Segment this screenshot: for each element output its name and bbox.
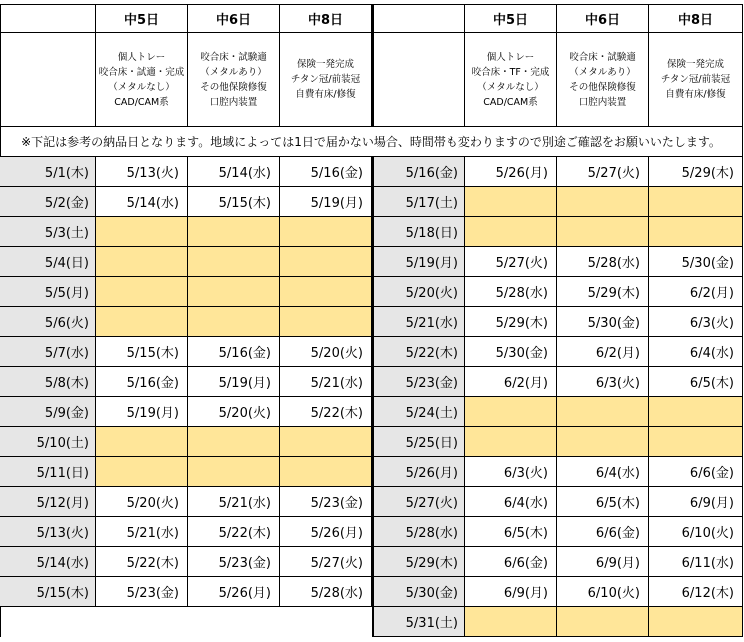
order-date: 5/26(月) xyxy=(372,457,465,487)
order-date: 5/9(金) xyxy=(0,397,96,427)
delivery-date: 6/3(火) xyxy=(557,367,649,397)
column-description-left-3: 保険一発完成 チタン冠/前装冠 自費有床/修復 xyxy=(280,33,372,127)
delivery-date: 6/3(火) xyxy=(465,457,557,487)
delivery-date: 5/20(火) xyxy=(188,397,280,427)
order-date: 5/4(日) xyxy=(0,247,96,277)
holiday-cell xyxy=(96,277,188,307)
holiday-cell xyxy=(280,457,372,487)
holiday-cell xyxy=(465,397,557,427)
column-description-left-2: 咬合床・試験適 （メタルあり） その他保険修復 口腔内装置 xyxy=(188,33,280,127)
delivery-date: 5/21(水) xyxy=(280,367,372,397)
delivery-date: 5/19(月) xyxy=(96,397,188,427)
delivery-date: 5/27(火) xyxy=(465,247,557,277)
column-description-left-1: 個人トレー 咬合床・試適・完成 （メタルなし） CAD/CAM系 xyxy=(96,33,188,127)
holiday-cell xyxy=(96,247,188,277)
delivery-date: 5/20(火) xyxy=(280,337,372,367)
holiday-cell xyxy=(557,427,649,457)
order-date: 5/30(金) xyxy=(372,577,465,607)
holiday-cell xyxy=(557,607,649,637)
delivery-date: 5/20(火) xyxy=(96,487,188,517)
delivery-date: 6/5(木) xyxy=(465,517,557,547)
order-date: 5/12(月) xyxy=(0,487,96,517)
delivery-date: 5/13(火) xyxy=(96,157,188,187)
holiday-cell xyxy=(96,427,188,457)
holiday-cell xyxy=(280,307,372,337)
order-date: 5/11(日) xyxy=(0,457,96,487)
delivery-date: 6/3(火) xyxy=(649,307,743,337)
order-date: 5/22(木) xyxy=(372,337,465,367)
holiday-cell xyxy=(557,397,649,427)
order-date: 5/20(火) xyxy=(372,277,465,307)
delivery-date: 6/2(月) xyxy=(557,337,649,367)
delivery-date: 6/11(水) xyxy=(649,547,743,577)
delivery-date: 6/5(木) xyxy=(649,367,743,397)
delivery-date: 5/28(水) xyxy=(557,247,649,277)
delivery-date: 6/5(木) xyxy=(557,487,649,517)
order-date: 5/3(土) xyxy=(0,217,96,247)
order-date: 5/14(水) xyxy=(0,547,96,577)
delivery-date: 6/6(金) xyxy=(649,457,743,487)
order-date: 5/28(水) xyxy=(372,517,465,547)
column-header-left-1: 中5日 xyxy=(96,4,188,33)
column-header-left-2: 中6日 xyxy=(188,4,280,33)
delivery-date: 5/15(木) xyxy=(188,187,280,217)
holiday-cell xyxy=(96,307,188,337)
delivery-date: 6/12(木) xyxy=(649,577,743,607)
delivery-date: 6/10(火) xyxy=(557,577,649,607)
column-description-right-3: 保険一発完成 チタン冠/前装冠 自費有床/修復 xyxy=(649,33,743,127)
order-date: 5/10(土) xyxy=(0,427,96,457)
holiday-cell xyxy=(188,247,280,277)
delivery-date: 5/21(水) xyxy=(188,487,280,517)
delivery-date: 5/27(火) xyxy=(557,157,649,187)
holiday-cell xyxy=(280,427,372,457)
delivery-date: 5/19(月) xyxy=(280,187,372,217)
holiday-cell xyxy=(465,187,557,217)
delivery-date: 6/4(水) xyxy=(465,487,557,517)
column-description-right-1: 個人トレー 咬合床・TF・完成 （メタルなし） CAD/CAM系 xyxy=(465,33,557,127)
order-date: 5/17(土) xyxy=(372,187,465,217)
column-header-right-2: 中6日 xyxy=(557,4,649,33)
delivery-date: 5/22(木) xyxy=(96,547,188,577)
delivery-date: 6/6(金) xyxy=(557,517,649,547)
delivery-date: 5/23(金) xyxy=(188,547,280,577)
delivery-date: 5/26(月) xyxy=(465,157,557,187)
order-date: 5/18(日) xyxy=(372,217,465,247)
holiday-cell xyxy=(188,457,280,487)
delivery-date: 6/4(水) xyxy=(649,337,743,367)
delivery-date: 5/30(金) xyxy=(465,337,557,367)
delivery-date: 6/9(月) xyxy=(649,487,743,517)
order-date: 5/16(金) xyxy=(372,157,465,187)
holiday-cell xyxy=(557,187,649,217)
delivery-date: 5/14(水) xyxy=(188,157,280,187)
delivery-date: 5/21(水) xyxy=(96,517,188,547)
delivery-date: 6/6(金) xyxy=(465,547,557,577)
holiday-cell xyxy=(188,427,280,457)
holiday-cell xyxy=(280,277,372,307)
delivery-date: 5/16(金) xyxy=(96,367,188,397)
delivery-date: 5/30(金) xyxy=(557,307,649,337)
holiday-cell xyxy=(188,277,280,307)
order-date: 5/6(火) xyxy=(0,307,96,337)
column-description-right-2: 咬合床・試験適 （メタルあり） その他保険修復 口腔内装置 xyxy=(557,33,649,127)
delivery-date: 5/15(木) xyxy=(96,337,188,367)
order-date: 5/24(土) xyxy=(372,397,465,427)
desc-blank-right xyxy=(372,33,465,127)
order-date: 5/27(火) xyxy=(372,487,465,517)
delivery-date: 5/22(木) xyxy=(188,517,280,547)
delivery-date: 6/4(水) xyxy=(557,457,649,487)
delivery-date: 5/22(木) xyxy=(280,397,372,427)
order-date: 5/31(土) xyxy=(372,607,465,637)
delivery-date: 6/9(月) xyxy=(465,577,557,607)
holiday-cell xyxy=(96,457,188,487)
order-date: 5/8(木) xyxy=(0,367,96,397)
holiday-cell xyxy=(96,217,188,247)
holiday-cell xyxy=(649,397,743,427)
column-header-right-1: 中5日 xyxy=(465,4,557,33)
delivery-date: 6/10(火) xyxy=(649,517,743,547)
delivery-date: 5/16(金) xyxy=(188,337,280,367)
holiday-cell xyxy=(465,427,557,457)
holiday-cell xyxy=(188,217,280,247)
delivery-date: 5/29(木) xyxy=(465,307,557,337)
order-date: 5/29(木) xyxy=(372,547,465,577)
order-date: 5/23(金) xyxy=(372,367,465,397)
delivery-date: 6/2(月) xyxy=(465,367,557,397)
order-date: 5/15(木) xyxy=(0,577,96,607)
column-header-right-3: 中8日 xyxy=(649,4,743,33)
header-blank-right xyxy=(372,4,465,33)
delivery-date: 5/30(金) xyxy=(649,247,743,277)
order-date: 5/19(月) xyxy=(372,247,465,277)
delivery-date: 5/26(月) xyxy=(280,517,372,547)
delivery-date: 5/27(火) xyxy=(280,547,372,577)
order-date: 5/1(木) xyxy=(0,157,96,187)
delivery-date: 5/28(水) xyxy=(465,277,557,307)
holiday-cell xyxy=(649,187,743,217)
delivery-date: 5/28(水) xyxy=(280,577,372,607)
delivery-date: 5/19(月) xyxy=(188,367,280,397)
delivery-date: 6/2(月) xyxy=(649,277,743,307)
holiday-cell xyxy=(280,247,372,277)
order-date: 5/25(日) xyxy=(372,427,465,457)
delivery-date: 5/23(金) xyxy=(280,487,372,517)
delivery-date: 5/16(金) xyxy=(280,157,372,187)
delivery-date: 5/14(水) xyxy=(96,187,188,217)
holiday-cell xyxy=(188,307,280,337)
holiday-cell xyxy=(465,217,557,247)
order-date: 5/13(火) xyxy=(0,517,96,547)
holiday-cell xyxy=(465,607,557,637)
desc-blank-left xyxy=(0,33,96,127)
order-date: 5/2(金) xyxy=(0,187,96,217)
delivery-date: 5/29(木) xyxy=(557,277,649,307)
holiday-cell xyxy=(280,217,372,247)
holiday-cell xyxy=(557,217,649,247)
holiday-cell xyxy=(649,607,743,637)
delivery-date: 5/29(木) xyxy=(649,157,743,187)
delivery-date: 5/26(月) xyxy=(188,577,280,607)
column-header-left-3: 中8日 xyxy=(280,4,372,33)
order-date: 5/5(月) xyxy=(0,277,96,307)
notice-text: ※下記は参考の納品日となります。地域によっては1日で届かない場合、時間帯も変わりますので別途ご確認をお願いいたします。 xyxy=(0,127,743,157)
holiday-cell xyxy=(649,217,743,247)
order-date: 5/21(水) xyxy=(372,307,465,337)
order-date: 5/7(水) xyxy=(0,337,96,367)
delivery-date: 6/9(月) xyxy=(557,547,649,577)
header-blank-left xyxy=(0,4,96,33)
holiday-cell xyxy=(649,427,743,457)
delivery-date: 5/23(金) xyxy=(96,577,188,607)
